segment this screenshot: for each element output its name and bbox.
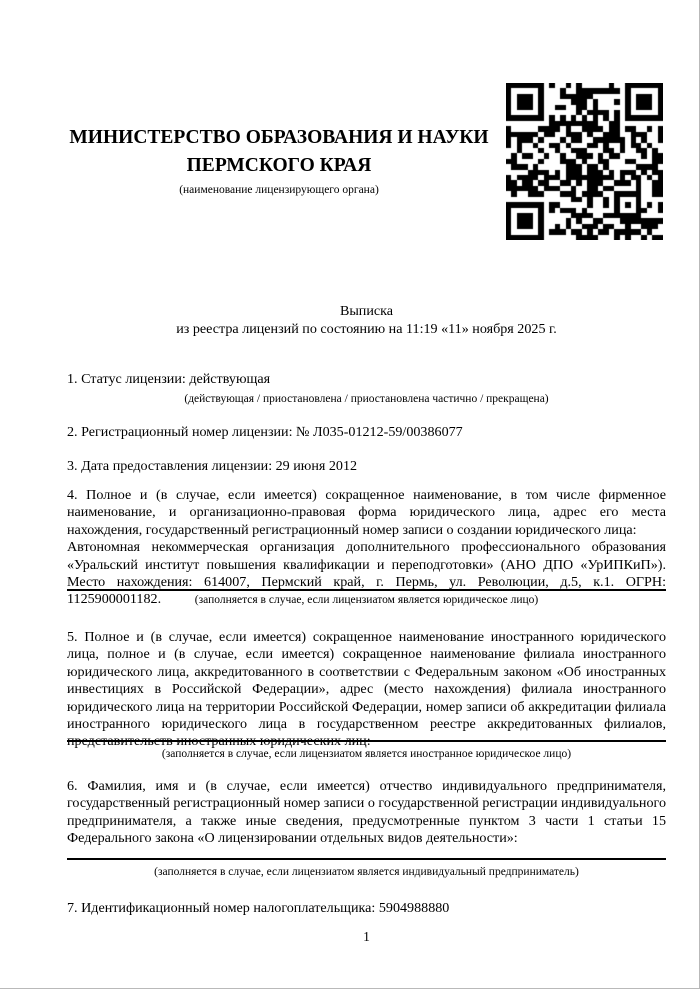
licensing-authority-name-line1: МИНИСТЕРСТВО ОБРАЗОВАНИЯ И НАУКИ: [69, 127, 489, 148]
taxpayer-id-line: 7. Идентификационный номер налогоплательщика: 5904988880: [67, 900, 450, 916]
registration-number-line: 2. Регистрационный номер лицензии: № Л035-01212-59/00386077: [67, 424, 463, 440]
legal-entity-label: 4. Полное и (в случае, если имеется) сокращенное наименование, в том числе фирменное наименование, и организационно-правовая форма юридического лица, адрес его места нахождения, государственный регистрационный номер записи о создании юридического лица:: [67, 487, 666, 538]
foreign-entity-caption: (заполняется в случае, если лицензиатом является иностранное юридическое лицо): [161, 748, 572, 760]
page-number: 1: [363, 929, 370, 944]
legal-entity-caption: (заполняется в случае, если лицензиатом является юридическое лицо): [194, 594, 539, 606]
entrepreneur-fill-line: [67, 858, 666, 860]
licensing-authority-block: [67, 124, 491, 197]
entrepreneur-label: 6. Фамилия, имя и (в случае, если имеется) отчество индивидуального предпринимателя, государственный регистрационный номер записи о государственной регистрации индивидуального предпринимателя, а также иные сведения, предусмотренные пунктом 3 части 1 статьи 15 Федерального закона «О лицензировании отдельных видов деятельности»:: [67, 778, 666, 847]
qr-code-canvas: [506, 83, 663, 240]
licensing-authority-name-line2: ПЕРМСКОГО КРАЯ: [186, 155, 372, 176]
legal-entity-value: Автономная некоммерческая организация дополнительного профессионального образования «Уральский институт повышения квалификации и переподготовки» (АНО ДПО «УрИПКиП»). Место нахождения: 614007, Пермский край, г. Пермь, ул. Революции, д.5, к.1. ОГРН: 1125900001182.: [67, 539, 666, 608]
license-status-options-caption: (действующая / приостановлена / приостановлена частично / прекращена): [184, 393, 549, 405]
qr-code-icon: [506, 83, 663, 240]
document-title-line1: Выписка: [339, 303, 394, 319]
foreign-entity-label: 5. Полное и (в случае, если имеется) сокращенное наименование иностранного юридического лица, полное и (в случае, если имеется) сокращенное наименование филиала иностранного юридического лица, аккредитованного в соответствии с Федеральным законом «Об иностранных инвестициях в Российской Федерации», адрес (место нахождения) филиала иностранного юридического лица на территории Российской Федерации, номер записи об аккредитации филиала иностранного юридического лица в государственном реестре аккредитованных филиалов, представительств иностранных юридических лиц:: [67, 629, 666, 750]
licensing-authority-name: [67, 124, 491, 180]
entrepreneur-caption: (заполняется в случае, если лицензиатом является индивидуальный предприниматель): [154, 866, 579, 878]
document-title-line2: из реестра лицензий по состоянию на 11:19 «11» ноября 2025 г.: [176, 320, 557, 337]
license-status-text: 1. Статус лицензии: действующая: [67, 371, 271, 387]
grant-date-line: 3. Дата предоставления лицензии: 29 июня 2012: [67, 458, 358, 474]
license-status-line: [67, 371, 666, 388]
licensing-authority-caption: (наименование лицензирующего органа): [179, 184, 379, 196]
document-title: [67, 303, 666, 338]
legal-entity-fill-line: [67, 589, 666, 591]
foreign-entity-fill-line: [67, 740, 666, 742]
